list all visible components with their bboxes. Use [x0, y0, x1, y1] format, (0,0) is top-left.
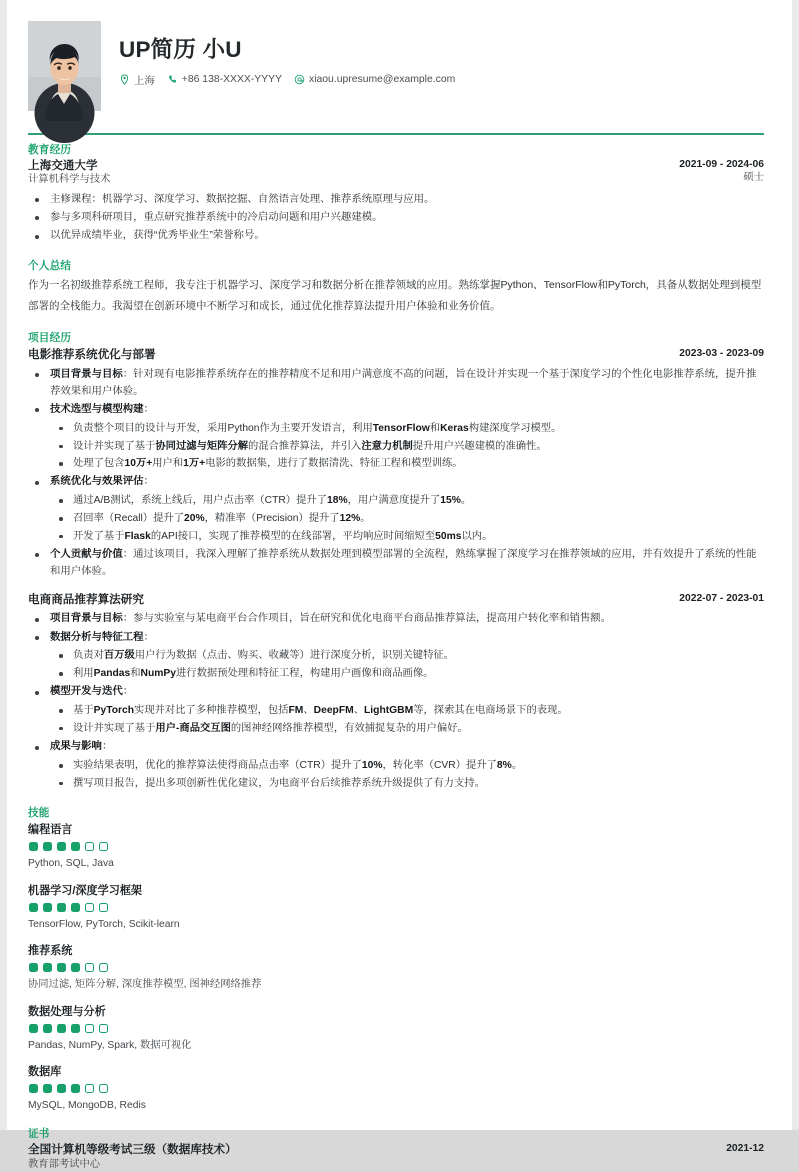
skill-dot-empty	[99, 1084, 108, 1093]
skill-dot-filled	[29, 842, 38, 851]
skill-dot-filled	[71, 1084, 80, 1093]
project-date: 2022-07 - 2023-01	[679, 592, 764, 604]
project-sub-bullet-list	[50, 420, 764, 473]
skill-level-meter	[29, 903, 764, 912]
project-sub-bullet: 实验结果表明，优化的推荐算法使得商品点击率（CTR）提升了10%，转化率（CVR）提升了8%。	[50, 757, 764, 775]
section-projects	[28, 330, 764, 792]
location-pin-icon	[119, 74, 130, 85]
project-bullet-lead: 成果与影响	[50, 741, 102, 753]
section-title-summary: 个人总结	[28, 260, 72, 273]
project-bullet: 数据分析与特征工程： 负责对百万级用户行为数据（点击、购买、收藏等）进行深度分析，识别关键特征。 利用Pandas和NumPy进行数据预处理和特征工程，构建用户画像和商品画像。	[28, 630, 764, 683]
skill-entry	[28, 882, 764, 932]
project-sub-bullet: 基于PyTorch实现并对比了多种推荐模型，包括FM、DeepFM、LightGBM等，探索其在电商场景下的表现。	[50, 702, 764, 720]
skill-dot-empty	[85, 842, 94, 851]
header-divider	[28, 133, 764, 135]
skill-dot-filled	[29, 1024, 38, 1033]
skill-items: Pandas, NumPy, Spark, 数据可视化	[28, 1039, 192, 1051]
project-bullet: 项目背景与目标：针对现有电影推荐系统存在的推荐精度不足和用户满意度不高的问题，旨在设计并实现一个基于深度学习的个性化电影推荐系统，提升推荐效果和用户体验。	[28, 367, 764, 401]
skill-dot-empty	[99, 842, 108, 851]
skill-dot-empty	[85, 1084, 94, 1093]
certificate-list	[28, 1142, 764, 1172]
phone-icon	[167, 74, 178, 85]
project-sub-bullet: 利用Pandas和NumPy进行数据预处理和特征工程，构建用户画像和商品画像。	[50, 665, 764, 683]
skill-dot-filled	[71, 842, 80, 851]
skill-entry	[28, 1063, 764, 1113]
certificate-date: 2021-12	[726, 1143, 764, 1155]
skill-dot-empty	[85, 963, 94, 972]
project-bullet: 成果与影响： 实验结果表明，优化的推荐算法使得商品点击率（CTR）提升了10%，转化率（CVR）提升了8%。 撰写项目报告，提出多项创新性优化建议，为电商平台后续推荐系统升级提供了有力支持。	[28, 739, 764, 792]
section-education	[28, 142, 764, 246]
skill-dot-empty	[99, 963, 108, 972]
project-bullet: 技术选型与模型构建： 负责整个项目的设计与开发，采用Python作为主要开发语言，利用TensorFlow和Keras构建深度学习模型。 设计并实现了基于协同过滤与矩阵分解的混合推荐算法，并引入注意力机制提升用户兴趣建模的准确性。 处理了包含10万+用户和1万+电影的数据集，进行了数据清洗、特征工程和模型训练。	[28, 402, 764, 473]
education-bullet: 主修课程：机器学习、深度学习、数据挖掘、自然语言处理、推荐系统原理与应用。	[28, 192, 764, 209]
skill-dot-empty	[85, 903, 94, 912]
project-sub-bullet: 开发了基于Flask的API接口，实现了推荐模型的在线部署，平均响应时间缩短至50ms以内。	[50, 528, 764, 546]
section-summary	[28, 258, 764, 317]
resume-header	[28, 21, 764, 111]
skill-name: 编程语言	[28, 824, 73, 837]
skill-list	[28, 821, 764, 1113]
skill-items: Python, SQL, Java	[28, 858, 114, 870]
project-sub-bullet: 通过A/B测试，系统上线后，用户点击率（CTR）提升了18%，用户满意度提升了15%。	[50, 492, 764, 510]
skill-dot-filled	[57, 842, 66, 851]
skill-dot-filled	[43, 903, 52, 912]
skill-dot-filled	[43, 1024, 52, 1033]
project-bullet-lead: 项目背景与目标	[50, 368, 123, 380]
project-entry-header	[28, 347, 764, 363]
education-date: 2021-09 - 2024-06	[679, 158, 764, 170]
summary-text: 作为一名初级推荐系统工程师，我专注于机器学习、深度学习和数据分析在推荐领域的应用。熟练掌握Python、TensorFlow和PyTorch，具备从数据处理到模型部署的全栈能力。我渴望在创新环境中不断学习和成长，通过优化推荐算法提升用户体验和业务价值。	[28, 279, 762, 313]
project-name: 电影推荐系统优化与部署	[28, 348, 156, 362]
skill-dot-filled	[71, 963, 80, 972]
skill-dot-filled	[29, 1084, 38, 1093]
contact-phone-text: +86 138-XXXX-YYYY	[181, 73, 282, 85]
skill-dot-filled	[71, 903, 80, 912]
project-bullet-lead: 系统优化与效果评估	[50, 476, 144, 488]
education-bullet-list	[28, 192, 764, 246]
contact-location-text: 上海	[134, 75, 155, 87]
skill-dot-filled	[57, 1024, 66, 1033]
skill-dot-filled	[57, 963, 66, 972]
skill-dot-empty	[99, 1024, 108, 1033]
skill-dot-filled	[43, 1084, 52, 1093]
education-degree: 硕士	[743, 172, 764, 184]
contact-location	[119, 72, 155, 87]
education-school: 上海交通大学	[28, 158, 98, 172]
skill-entry	[28, 942, 764, 992]
project-bullet-lead: 个人贡献与价值	[50, 548, 123, 560]
skill-dot-filled	[43, 842, 52, 851]
certificate-entry	[28, 1142, 764, 1172]
education-bullet: 以优异成绩毕业，获得“优秀毕业生”荣誉称号。	[28, 228, 764, 245]
project-sub-bullet-list	[50, 647, 764, 682]
project-bullet-lead: 项目背景与目标	[50, 613, 123, 625]
skill-dot-empty	[99, 903, 108, 912]
skill-entry	[28, 821, 764, 871]
skill-items: 协同过滤, 矩阵分解, 深度推荐模型, 图神经网络推荐	[28, 979, 262, 991]
skill-level-meter	[29, 1084, 764, 1093]
education-major: 计算机科学与技术	[28, 174, 111, 186]
project-sub-bullet-list	[50, 492, 764, 545]
project-sub-bullet: 设计并实现了基于用户-商品交互图的图神经网络推荐模型，有效捕捉复杂的用户偏好。	[50, 720, 764, 738]
section-title-education: 教育经历	[28, 143, 72, 156]
project-sub-bullet: 召回率（Recall）提升了20%，精准率（Precision）提升了12%。	[50, 510, 764, 528]
project-bullet: 项目背景与目标：参与实验室与某电商平台合作项目，旨在研究和优化电商平台商品推荐算法，提高用户转化率和销售额。	[28, 611, 764, 628]
project-sub-bullet: 设计并实现了基于协同过滤与矩阵分解的混合推荐算法，并引入注意力机制提升用户兴趣建模的准确性。	[50, 438, 764, 456]
page-title: UP简历 小U	[119, 37, 242, 62]
skill-entry	[28, 1003, 764, 1053]
skill-items: TensorFlow, PyTorch, Scikit-learn	[28, 918, 180, 930]
project-bullet-lead: 数据分析与特征工程	[50, 631, 144, 643]
project-bullet-lead: 技术选型与模型构建	[50, 404, 144, 415]
certificate-issuer: 教育部考试中心	[28, 1159, 101, 1170]
skill-items: MySQL, MongoDB, Redis	[28, 1099, 146, 1111]
section-title-projects: 项目经历	[28, 332, 72, 345]
skill-level-meter	[29, 1024, 764, 1033]
education-entry	[28, 158, 764, 188]
skill-dot-filled	[71, 1024, 80, 1033]
skill-name: 推荐系统	[28, 945, 73, 958]
project-entry-header	[28, 592, 764, 608]
certificate-name: 全国计算机等级考试三级（数据库技术）	[28, 1143, 237, 1157]
project-sub-bullet: 撰写项目报告，提出多项创新性优化建议，为电商平台后续推荐系统升级提供了有力支持。	[50, 775, 764, 793]
project-bullet-list	[28, 367, 764, 581]
skill-name: 数据库	[28, 1065, 62, 1078]
project-sub-bullet-list	[50, 702, 764, 737]
project-date: 2023-03 - 2023-09	[679, 348, 764, 360]
project-sub-bullet: 负责对百万级用户行为数据（点击、购买、收藏等）进行深度分析，识别关键特征。	[50, 647, 764, 665]
section-skills	[28, 805, 764, 1113]
project-bullet-lead: 模型开发与迭代	[50, 686, 123, 698]
project-bullet: 模型开发与迭代： 基于PyTorch实现并对比了多种推荐模型，包括FM、DeepFM、LightGBM等，探索其在电商场景下的表现。 设计并实现了基于用户-商品交互图的图神经网络推荐模型，有效捕捉复杂的用户偏好。	[28, 684, 764, 737]
skill-dot-filled	[29, 963, 38, 972]
skill-dot-filled	[29, 903, 38, 912]
section-certificates	[28, 1126, 764, 1172]
project-name: 电商商品推荐算法研究	[28, 592, 144, 606]
skill-level-meter	[29, 842, 764, 851]
project-bullet: 个人贡献与价值：通过该项目，我深入理解了推荐系统从数据处理到模型部署的全流程，熟练掌握了深度学习在推荐领域的应用，并有效提升了系统的性能和用户体验。	[28, 547, 764, 581]
skill-level-meter	[29, 963, 764, 972]
contact-phone	[167, 74, 282, 85]
skill-name: 数据处理与分析	[28, 1005, 106, 1018]
project-list	[28, 347, 764, 792]
skill-name: 机器学习/深度学习框架	[28, 884, 143, 897]
avatar	[28, 21, 101, 111]
project-bullet-list	[28, 611, 764, 792]
skill-dot-filled	[57, 1084, 66, 1093]
education-bullet: 参与多项科研项目，重点研究推荐系统中的冷启动问题和用户兴趣建模。	[28, 210, 764, 227]
project-sub-bullet-list	[50, 757, 764, 792]
project-sub-bullet: 负责整个项目的设计与开发，采用Python作为主要开发语言，利用TensorFlow和Keras构建深度学习模型。	[50, 420, 764, 438]
contact-email	[294, 74, 455, 85]
skill-dot-filled	[57, 903, 66, 912]
project-bullet: 系统优化与效果评估： 通过A/B测试，系统上线后，用户点击率（CTR）提升了18%，用户满意度提升了15%。 召回率（Recall）提升了20%，精准率（Precision）提升了12%。 开发了基于Flask的API接口，实现了推荐模型的在线部署，平均响应时间缩短至50ms以内。	[28, 474, 764, 545]
email-at-icon	[294, 74, 305, 85]
project-sub-bullet: 处理了包含10万+用户和1万+电影的数据集，进行了数据清洗、特征工程和模型训练。	[50, 455, 764, 473]
section-title-certificates: 证书	[28, 1128, 50, 1141]
contact-email-text: xiaou.upresume@example.com	[309, 73, 456, 85]
skill-dot-empty	[85, 1024, 94, 1033]
section-title-skills: 技能	[28, 807, 50, 820]
skill-dot-filled	[43, 963, 52, 972]
contact-list	[119, 72, 462, 87]
